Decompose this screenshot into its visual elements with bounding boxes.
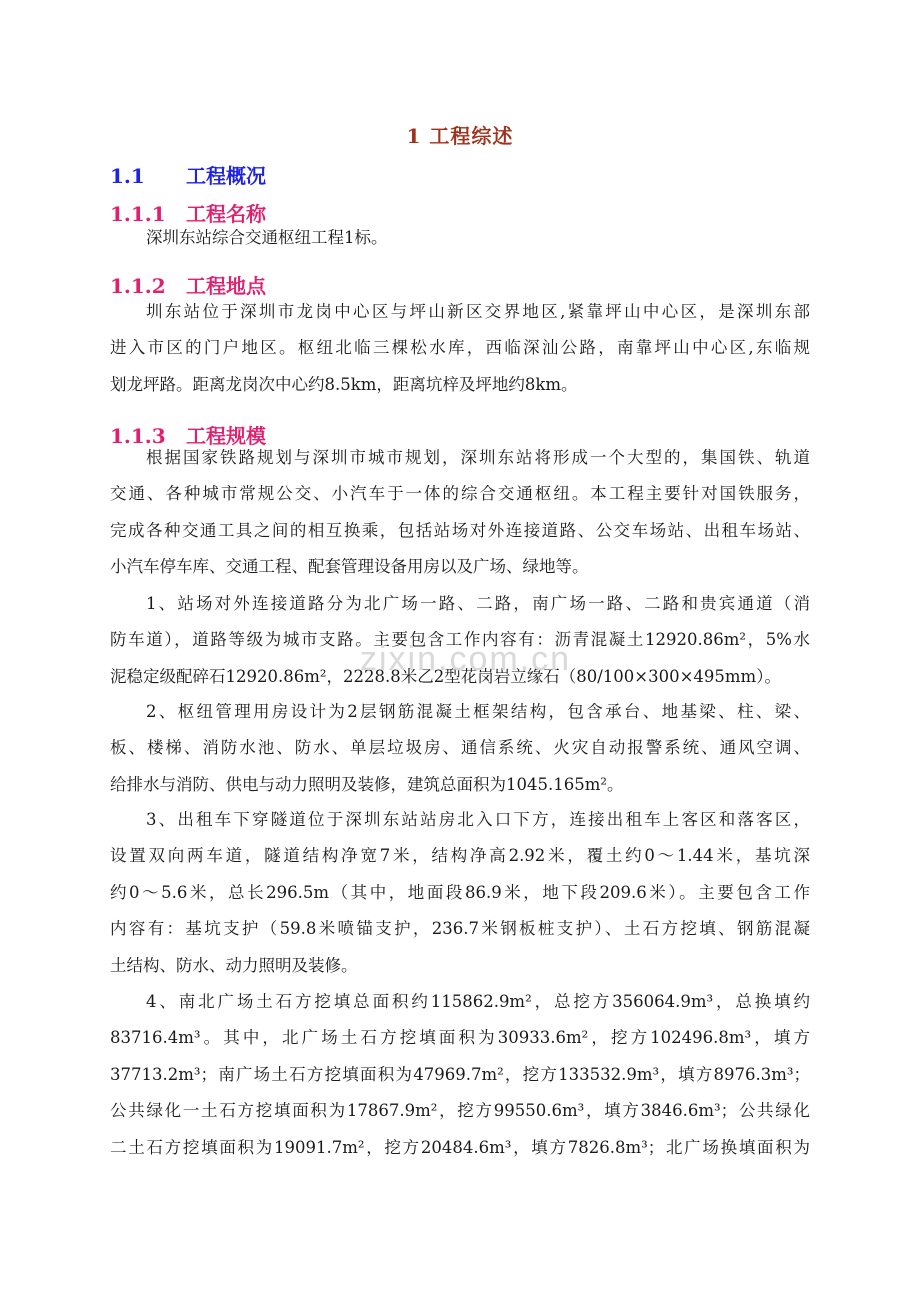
paragraph-line: 37713.2m³；南广场土石方挖填面积为47969.7m²，挖方133532.9m³，填方8976.3m³； xyxy=(110,1064,810,1084)
paragraph-line: 公共绿化一土石方挖填面积为17867.9m²，挖方99550.6m³，填方3846.6m³；公共绿化 xyxy=(110,1101,810,1121)
section-title: 工程规模 xyxy=(186,424,266,448)
section-title: 工程概况 xyxy=(186,164,266,188)
paragraph-project-name xyxy=(110,220,810,256)
section-number: 1.1.2 xyxy=(110,274,166,298)
paragraph-line: 3、出租车下穿隧道位于深圳东站站房北入口下方，连接出租车上客区和落客区， xyxy=(146,810,810,829)
paragraph-line: 划龙坪路。距离龙岗次中心约8.5km，距离坑梓及坪地约8km。 xyxy=(110,374,578,394)
section-number: 1.1 xyxy=(110,164,145,188)
section-number: 1.1.1 xyxy=(110,202,166,226)
paragraph-line: 设置双向两车道，隧道结构净宽7米，结构净高2.92米，覆土约0～1.44米，基坑深 xyxy=(110,846,810,866)
paragraph-line: 根据国家铁路规划与深圳市城市规划，深圳东站将形成一个大型的，集国铁、轨道 xyxy=(146,448,810,467)
section-title: 工程名称 xyxy=(186,202,266,226)
paragraph-item-2 xyxy=(110,694,810,803)
paragraph-item-3 xyxy=(110,802,810,984)
paragraph-line: 二土石方挖填面积为19091.7m²，挖方20484.6m³，填方7826.8m³；北广场换填面积为 xyxy=(110,1137,810,1157)
paragraph-line: 1、站场对外连接道路分为北广场一路、二路，南广场一路、二路和贵宾通道（消 xyxy=(146,594,810,613)
paragraph-line: 约0～5.6米，总长296.5m（其中，地面段86.9米，地下段209.6米）。主要包含工作 xyxy=(110,882,810,902)
paragraph-line: 83716.4m³。其中，北广场土石方挖填面积为30933.6m²，挖方102496.8m³，填方 xyxy=(110,1028,810,1048)
section-title: 工程地点 xyxy=(186,274,266,298)
paragraph-line: 内容有：基坑支护（59.8米喷锚支护，236.7米钢板桩支护）、土石方挖填、钢筋混凝 xyxy=(110,919,810,939)
paragraph-line: 板、楼梯、消防水池、防水、单层垃圾房、通信系统、火灾自动报警系统、通风空调、 xyxy=(110,738,810,758)
paragraph-scale-intro xyxy=(110,440,810,586)
paragraph-line: 2、枢纽管理用房设计为2层钢筋混凝土框架结构，包含承台、地基梁、柱、梁、 xyxy=(146,702,810,721)
paragraph-line: 深圳东站综合交通枢纽工程1标。 xyxy=(146,228,388,247)
chapter-title: 1 工程综述 xyxy=(406,124,514,148)
paragraph-line: 4、南北广场土石方挖填总面积约115862.9m²，总挖方356064.9m³，总换填约 xyxy=(146,992,810,1011)
section-heading-1-1 xyxy=(110,160,266,189)
paragraph-line: 给排水与消防、供电与动力照明及装修，建筑总面积为1045.165m²。 xyxy=(110,774,624,794)
paragraph-line: 小汽车停车库、交通工程、配套管理设备用房以及广场、绿地等。 xyxy=(110,557,589,577)
paragraph-line: 圳东站位于深圳市龙岗中心区与坪山新区交界地区,紧靠坪山中心区，是深圳东部 xyxy=(146,302,810,321)
paragraph-line: 防车道），道路等级为城市支路。主要包含工作内容有：沥青混凝土12920.86m²，5%水 xyxy=(110,630,810,650)
section-number: 1.1.3 xyxy=(110,424,166,448)
watermark: zixin.com.cn xyxy=(360,640,572,678)
paragraph-line: 进入市区的门户地区。枢纽北临三棵松水库，西临深汕公路，南靠坪山中心区,东临规 xyxy=(110,338,810,358)
paragraph-line: 完成各种交通工具之间的相互换乘，包括站场对外连接道路、公交车场站、出租车场站、 xyxy=(110,520,810,540)
paragraph-line: 泥稳定级配碎石12920.86m²，2228.8米乙2型花岗岩立缘石（80/100×300×495mm）。 xyxy=(110,666,781,686)
paragraph-location xyxy=(110,294,810,403)
paragraph-line: 交通、各种城市常规公交、小汽车于一体的综合交通枢纽。本工程主要针对国铁服务， xyxy=(110,484,810,504)
paragraph-item-4 xyxy=(110,984,810,1166)
paragraph-line: 土结构、防水、动力照明及装修。 xyxy=(110,955,358,975)
